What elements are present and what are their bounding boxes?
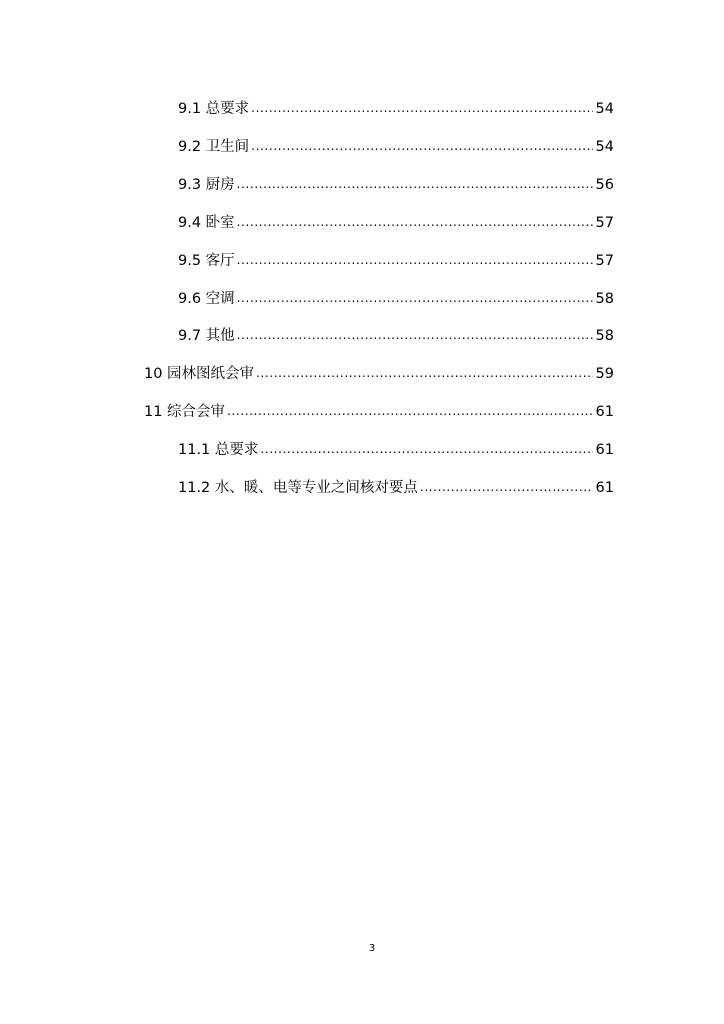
- toc-entry-title: 9.7 其他: [178, 328, 235, 344]
- toc-entry-page: 61: [595, 404, 614, 420]
- toc-entry-11-2[interactable]: [178, 475, 614, 497]
- toc-entry-page: 59: [595, 366, 614, 382]
- toc-leader-dots: [237, 176, 593, 194]
- toc-leader-dots: [251, 100, 592, 118]
- toc-entry-page: 54: [595, 139, 614, 155]
- toc-entry-9-2[interactable]: [178, 134, 614, 156]
- toc-entry-page: 57: [595, 215, 614, 231]
- toc-entry-page: 57: [595, 253, 614, 269]
- toc-entry-11-1[interactable]: [178, 437, 614, 459]
- toc-entry-title: 9.4 卧室: [178, 215, 235, 231]
- toc-entry-11[interactable]: [144, 399, 614, 421]
- toc-entry-9-5[interactable]: [178, 248, 614, 270]
- toc-entry-9-4[interactable]: [178, 210, 614, 232]
- toc-leader-dots: [420, 479, 593, 497]
- page-number: 3: [368, 943, 376, 954]
- toc-entry-page: 56: [595, 177, 614, 193]
- toc-entry-page: 54: [595, 101, 614, 117]
- toc-entry-page: 58: [595, 291, 614, 307]
- toc-leader-dots: [256, 365, 592, 383]
- toc-entry-9-1[interactable]: [178, 96, 614, 118]
- toc-entry-page: 61: [595, 480, 614, 496]
- toc-leader-dots: [237, 327, 593, 345]
- toc-leader-dots: [227, 403, 592, 421]
- toc-leader-dots: [237, 290, 593, 308]
- toc-entry-title: 9.3 厨房: [178, 177, 235, 193]
- toc-entry-title: 9.1 总要求: [178, 101, 250, 117]
- toc-entry-title: 11.2 水、暖、电等专业之间核对要点: [178, 480, 418, 496]
- toc-leader-dots: [237, 214, 593, 232]
- toc-entry-title: 9.2 卫生间: [178, 139, 250, 155]
- toc-entry-title: 9.5 客厅: [178, 253, 235, 269]
- toc-leader-dots: [260, 441, 592, 459]
- toc-entry-title: 9.6 空调: [178, 291, 235, 307]
- toc-entry-title: 10 园林图纸会审: [144, 366, 255, 382]
- toc-leader-dots: [251, 138, 592, 156]
- toc-entry-10[interactable]: [144, 361, 614, 383]
- toc-entry-title: 11 综合会审: [144, 404, 226, 420]
- toc-entry-9-3[interactable]: [178, 172, 614, 194]
- toc-entry-9-7[interactable]: [178, 323, 614, 345]
- toc-entry-page: 61: [595, 442, 614, 458]
- toc-leader-dots: [237, 252, 593, 270]
- toc-entry-page: 58: [595, 328, 614, 344]
- toc-entry-title: 11.1 总要求: [178, 442, 259, 458]
- toc-entry-9-6[interactable]: [178, 286, 614, 308]
